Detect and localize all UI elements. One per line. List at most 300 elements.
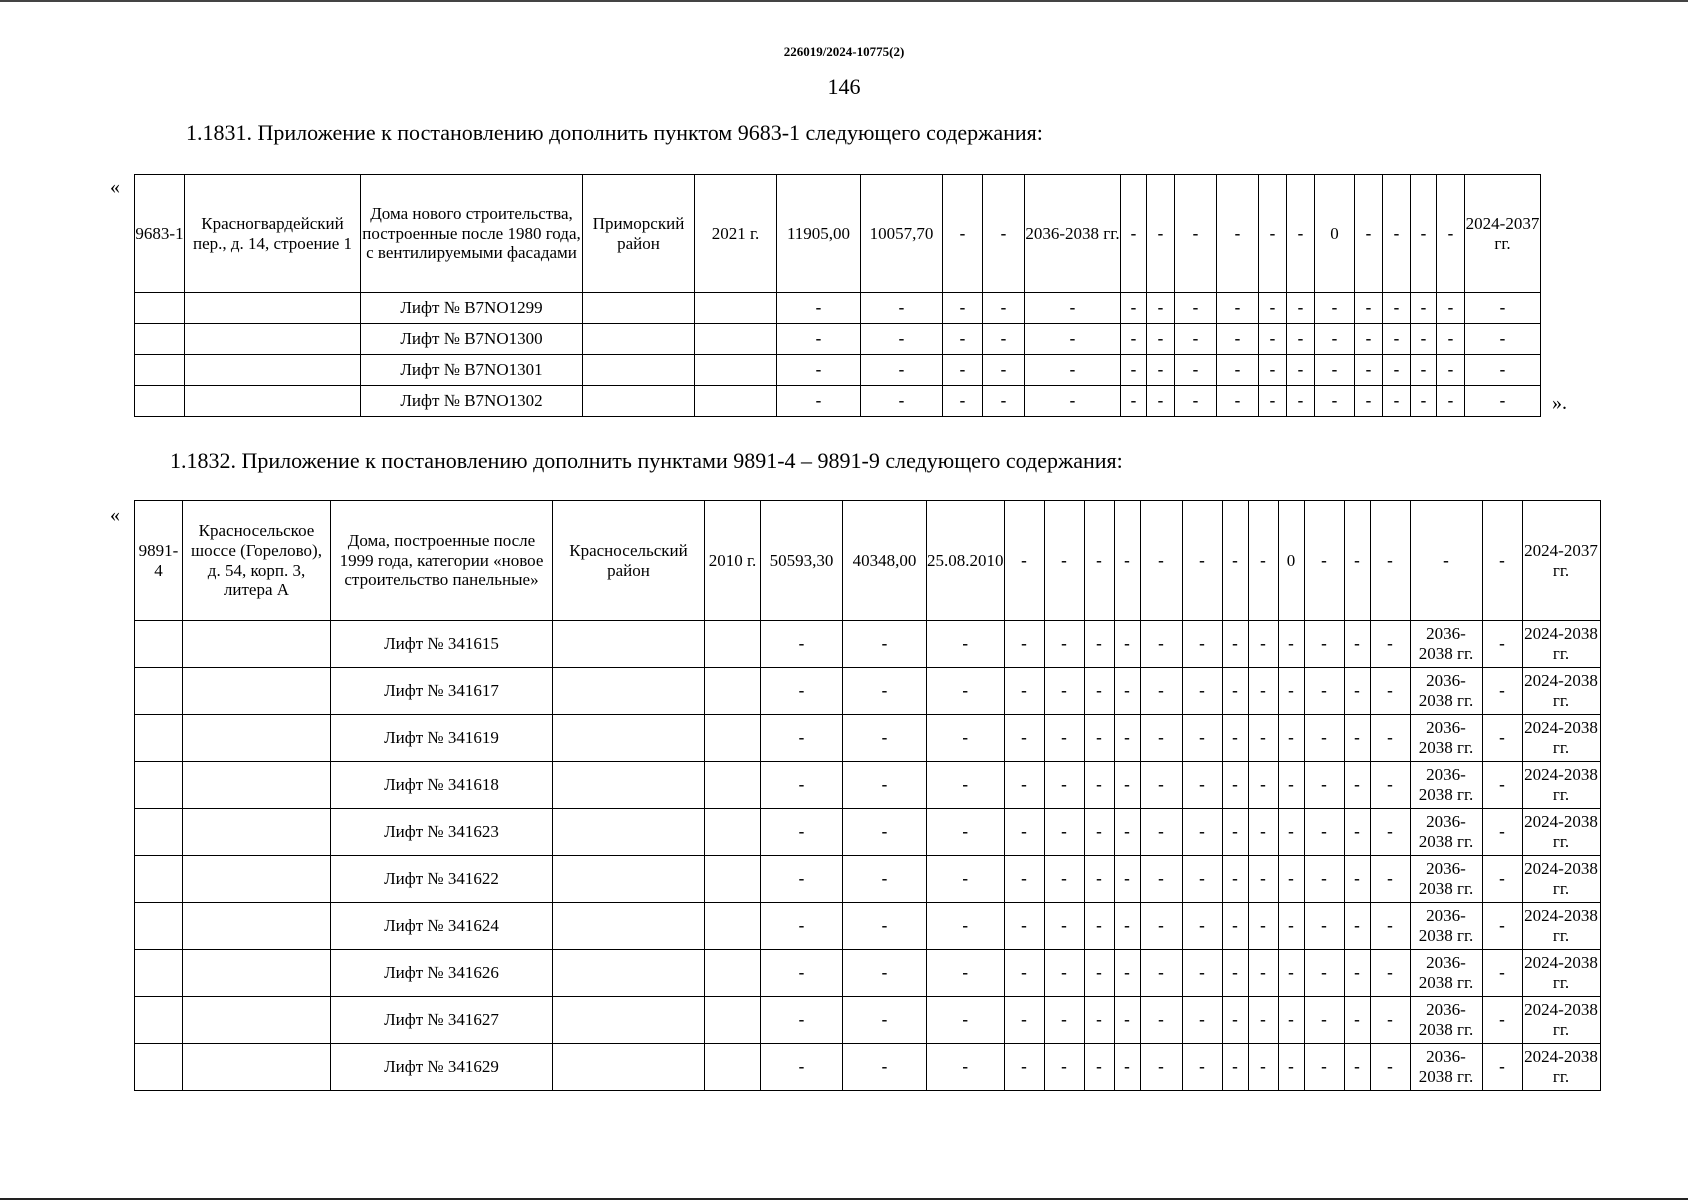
cell: -	[1304, 668, 1344, 715]
cell: -	[1084, 950, 1114, 997]
cell: -	[1370, 997, 1410, 1044]
empty-cell	[705, 715, 761, 762]
cell: -	[1147, 175, 1175, 293]
cell: -	[1182, 950, 1222, 997]
cell: -	[1217, 386, 1259, 417]
cell: -	[1304, 856, 1344, 903]
cell: -	[1465, 293, 1541, 324]
cell: -	[1147, 293, 1175, 324]
cell: -	[1140, 809, 1182, 856]
cell: -	[1370, 715, 1410, 762]
cell: -	[1287, 175, 1315, 293]
cell: -	[1437, 355, 1465, 386]
document-number: 226019/2024-10775(2)	[783, 44, 905, 59]
lift-row	[135, 324, 1541, 355]
cell: -	[927, 809, 1005, 856]
section1-open-quote: «	[110, 176, 120, 198]
cell: -	[1044, 762, 1084, 809]
build-year: 2021 г.	[695, 175, 777, 293]
cell: -	[1114, 903, 1140, 950]
cell: -	[1140, 1044, 1182, 1091]
cell: -	[1004, 903, 1044, 950]
cell: -	[1222, 1044, 1248, 1091]
cell: -	[943, 386, 983, 417]
living-area: 40348,00	[843, 501, 927, 621]
cell: -	[1437, 175, 1465, 293]
empty-cell	[135, 856, 183, 903]
cell: -	[1222, 668, 1248, 715]
cell: -	[1278, 950, 1304, 997]
cell: -	[1411, 324, 1437, 355]
empty-cell	[553, 950, 705, 997]
lift-row	[135, 715, 1601, 762]
cell: -	[1114, 621, 1140, 668]
cell: -	[1222, 856, 1248, 903]
cell: -	[1482, 621, 1522, 668]
cell: -	[1222, 762, 1248, 809]
empty-cell	[553, 762, 705, 809]
lift-name: Лифт № B7NO1302	[361, 386, 583, 417]
cell: -	[1482, 856, 1522, 903]
empty-cell	[705, 668, 761, 715]
address: Красносельское шоссе (Горелово), д. 54, корп. 3, литера А	[183, 501, 331, 621]
cell: -	[1259, 355, 1287, 386]
cell: -	[1304, 1044, 1344, 1091]
empty-cell	[705, 762, 761, 809]
term: 2024-2037 гг.	[1465, 175, 1541, 293]
cell: -	[1259, 324, 1287, 355]
cell: -	[1182, 668, 1222, 715]
cell: -	[1114, 762, 1140, 809]
cell: -	[1287, 324, 1315, 355]
empty-cell	[183, 668, 331, 715]
lift-name: Лифт № 341619	[331, 715, 553, 762]
cell: -	[1370, 621, 1410, 668]
cell: -	[1044, 997, 1084, 1044]
cell: -	[927, 903, 1005, 950]
cell: -	[1465, 355, 1541, 386]
cell: -	[1344, 668, 1370, 715]
cell: -	[1383, 293, 1411, 324]
empty-cell	[183, 1044, 331, 1091]
cell: -	[1355, 355, 1383, 386]
lift-term: 2024-2038 гг.	[1522, 997, 1600, 1044]
empty-cell	[185, 355, 361, 386]
cell: -	[1175, 355, 1217, 386]
cell: -	[761, 997, 843, 1044]
lift-period: 2036-2038 гг.	[1410, 715, 1482, 762]
section2-table	[134, 500, 1601, 1091]
cell: -	[1370, 950, 1410, 997]
cell: -	[843, 621, 927, 668]
cell: -	[1304, 715, 1344, 762]
empty-cell	[185, 324, 361, 355]
lift-row	[135, 293, 1541, 324]
empty-cell	[135, 293, 185, 324]
cell: -	[1411, 386, 1437, 417]
cell: -	[1355, 175, 1383, 293]
cell: -	[1084, 668, 1114, 715]
cell: -	[1147, 355, 1175, 386]
empty-cell	[135, 715, 183, 762]
lift-term: 2024-2038 гг.	[1522, 621, 1600, 668]
empty-cell	[135, 621, 183, 668]
lift-term: 2024-2038 гг.	[1522, 903, 1600, 950]
cell: -	[1114, 668, 1140, 715]
lift-term: 2024-2038 гг.	[1522, 668, 1600, 715]
district: Красносельский район	[553, 501, 705, 621]
lift-period: 2036-2038 гг.	[1410, 809, 1482, 856]
cell: -	[777, 324, 861, 355]
empty-cell	[183, 997, 331, 1044]
building-type: Дома, построенные после 1999 года, категории «новое строительство панельные»	[331, 501, 553, 621]
lift-period: 2036-2038 гг.	[1410, 621, 1482, 668]
empty-cell	[553, 668, 705, 715]
lift-name: Лифт № B7NO1300	[361, 324, 583, 355]
cell: -	[1084, 621, 1114, 668]
cell: -	[1182, 762, 1222, 809]
cell: -	[943, 355, 983, 386]
empty-cell	[705, 856, 761, 903]
cell: -	[1259, 175, 1287, 293]
build-year: 2010 г.	[705, 501, 761, 621]
section1-close-quote: ».	[1552, 392, 1567, 414]
section2-main-row: 9891-4 Красносельское шоссе (Горелово), д. 54, корп. 3, литера А Дома, построенные после 1999 года, категории «новое строительство панельные» Красносельский район 2010 г. 50593,30 40348,00 25.08.2010 - - - - - - - - 0 - - - - - 2024-2037 гг.	[135, 501, 1601, 621]
cell: -	[1370, 668, 1410, 715]
cell: -	[943, 293, 983, 324]
lift-row	[135, 950, 1601, 997]
empty-cell	[705, 903, 761, 950]
cell: -	[843, 1044, 927, 1091]
cell: -	[1114, 950, 1140, 997]
cell: -	[843, 715, 927, 762]
cell: -	[1482, 997, 1522, 1044]
lift-period: 2036-2038 гг.	[1410, 856, 1482, 903]
empty-cell	[705, 1044, 761, 1091]
cell: -	[1044, 903, 1084, 950]
cell: -	[843, 950, 927, 997]
cell: -	[1222, 809, 1248, 856]
cell: -	[1182, 621, 1222, 668]
cell: -	[1121, 355, 1147, 386]
empty-cell	[183, 903, 331, 950]
cell: -	[1114, 1044, 1140, 1091]
cell: -	[1175, 386, 1217, 417]
cell: -	[1370, 856, 1410, 903]
empty-cell	[135, 809, 183, 856]
empty-cell	[583, 324, 695, 355]
cell: -	[1121, 324, 1147, 355]
cell: -	[1222, 950, 1248, 997]
lift-row	[135, 668, 1601, 715]
cell: -	[1259, 293, 1287, 324]
cell: -	[1278, 621, 1304, 668]
cell: -	[843, 668, 927, 715]
page-number: 146	[827, 74, 861, 99]
cell: -	[1121, 386, 1147, 417]
cell: -	[1278, 809, 1304, 856]
empty-cell	[183, 621, 331, 668]
cell: -	[1140, 950, 1182, 997]
cell: -	[1248, 809, 1278, 856]
cell: -	[843, 903, 927, 950]
cell: -	[1315, 293, 1355, 324]
building-type: Дома нового строительства, построенные после 1980 года, с вентилируемыми фасадами	[361, 175, 583, 293]
item-number: 9891-4	[135, 501, 183, 621]
lift-name: Лифт № 341624	[331, 903, 553, 950]
lift-name: Лифт № 341618	[331, 762, 553, 809]
lift-period: 2036-2038 гг.	[1410, 903, 1482, 950]
cell: -	[1344, 1044, 1370, 1091]
empty-cell	[183, 856, 331, 903]
cell: -	[843, 856, 927, 903]
cell: -	[777, 293, 861, 324]
empty-cell	[135, 997, 183, 1044]
empty-cell	[135, 386, 185, 417]
lift-row	[135, 903, 1601, 950]
cell: -	[861, 355, 943, 386]
cell: -	[1344, 903, 1370, 950]
lift-name: Лифт № 341615	[331, 621, 553, 668]
cell: -	[1182, 715, 1222, 762]
lift-row	[135, 762, 1601, 809]
cell: -	[1315, 355, 1355, 386]
section1-table	[134, 174, 1541, 417]
empty-cell	[183, 715, 331, 762]
cell: -	[1383, 355, 1411, 386]
cell: -	[1370, 809, 1410, 856]
cell: -	[1383, 324, 1411, 355]
empty-cell	[553, 903, 705, 950]
lift-period: 2036-2038 гг.	[1410, 950, 1482, 997]
cell: -	[1217, 324, 1259, 355]
cell: -	[861, 324, 943, 355]
cell: -	[1482, 715, 1522, 762]
cell: -	[1248, 950, 1278, 997]
cell: -	[1084, 856, 1114, 903]
cell: -	[761, 621, 843, 668]
cell: -	[1084, 715, 1114, 762]
cell: -	[1248, 856, 1278, 903]
cell: -	[1004, 621, 1044, 668]
cell: -	[1278, 856, 1304, 903]
empty-cell	[705, 621, 761, 668]
cell: -	[1278, 715, 1304, 762]
empty-cell	[135, 950, 183, 997]
empty-cell	[695, 324, 777, 355]
lift-row	[135, 1044, 1601, 1091]
cell: -	[927, 1044, 1005, 1091]
lift-name: Лифт № B7NO1301	[361, 355, 583, 386]
section1-main-row	[135, 175, 1541, 293]
cell: -	[1248, 903, 1278, 950]
cell: -	[1344, 762, 1370, 809]
cell: -	[983, 355, 1025, 386]
cell: -	[843, 762, 927, 809]
lift-name: Лифт № 341623	[331, 809, 553, 856]
cell: -	[1025, 355, 1121, 386]
cell: -	[1304, 997, 1344, 1044]
cell: -	[1084, 1044, 1114, 1091]
cell: -	[1025, 293, 1121, 324]
cell: -	[1222, 997, 1248, 1044]
cell: -	[1383, 386, 1411, 417]
cell: -	[1304, 621, 1344, 668]
cell: -	[1259, 386, 1287, 417]
cell: -	[1344, 950, 1370, 997]
cell: -	[1084, 809, 1114, 856]
cell: -	[1004, 668, 1044, 715]
cell: -	[1315, 324, 1355, 355]
lift-row	[135, 386, 1541, 417]
lift-term: 2024-2038 гг.	[1522, 762, 1600, 809]
cell: -	[761, 903, 843, 950]
empty-cell	[583, 293, 695, 324]
cell: -	[1175, 324, 1217, 355]
cell: -	[1482, 762, 1522, 809]
cell: -	[761, 1044, 843, 1091]
empty-cell	[705, 997, 761, 1044]
cell: -	[1147, 386, 1175, 417]
cell: -	[1217, 175, 1259, 293]
empty-cell	[695, 386, 777, 417]
empty-cell	[135, 903, 183, 950]
cell: -	[1304, 903, 1344, 950]
total-area: 50593,30	[761, 501, 843, 621]
cell: -	[1044, 621, 1084, 668]
cell: -	[1114, 997, 1140, 1044]
cell: -	[1084, 762, 1114, 809]
lift-period: 2036-2038 гг.	[1410, 762, 1482, 809]
lift-name: Лифт № B7NO1299	[361, 293, 583, 324]
cell: -	[927, 668, 1005, 715]
empty-cell	[695, 293, 777, 324]
cell: -	[1278, 762, 1304, 809]
cell: -	[761, 762, 843, 809]
cell: -	[1004, 856, 1044, 903]
cell: -	[1248, 1044, 1278, 1091]
cell: -	[1482, 950, 1522, 997]
cell: -	[1248, 668, 1278, 715]
cell: -	[1344, 715, 1370, 762]
cell: -	[1004, 997, 1044, 1044]
empty-cell	[553, 621, 705, 668]
cell: -	[983, 293, 1025, 324]
living-area: 10057,70	[861, 175, 943, 293]
cell: -	[761, 809, 843, 856]
lift-name: Лифт № 341622	[331, 856, 553, 903]
cell: -	[1004, 809, 1044, 856]
cell: -	[761, 856, 843, 903]
empty-cell	[183, 809, 331, 856]
lift-name: Лифт № 341617	[331, 668, 553, 715]
lift-term: 2024-2038 гг.	[1522, 1044, 1600, 1091]
cell: -	[1025, 386, 1121, 417]
cell: -	[1355, 293, 1383, 324]
cell: -	[1344, 809, 1370, 856]
cell: -	[1465, 386, 1541, 417]
cell: -	[1482, 809, 1522, 856]
lift-row	[135, 997, 1601, 1044]
empty-cell	[553, 997, 705, 1044]
cell: -	[1411, 175, 1437, 293]
cell: -	[943, 175, 983, 293]
cell: -	[761, 950, 843, 997]
cell: -	[1147, 324, 1175, 355]
cell: -	[1222, 903, 1248, 950]
cell: -	[1287, 293, 1315, 324]
cell: -	[1025, 324, 1121, 355]
cell: -	[1465, 324, 1541, 355]
lift-period: 2036-2038 гг.	[1410, 997, 1482, 1044]
lift-row	[135, 809, 1601, 856]
cell: -	[777, 386, 861, 417]
cell: -	[1140, 668, 1182, 715]
cell: -	[1114, 715, 1140, 762]
cell: -	[1278, 668, 1304, 715]
address: Красногвардейский пер., д. 14, строение 1	[185, 175, 361, 293]
period: 2036-2038 гг.	[1025, 175, 1121, 293]
cell: -	[1217, 293, 1259, 324]
cell: -	[861, 293, 943, 324]
cell: -	[1344, 997, 1370, 1044]
cell: -	[927, 950, 1005, 997]
cell: -	[983, 324, 1025, 355]
cell: -	[1114, 809, 1140, 856]
cell: -	[1004, 1044, 1044, 1091]
cell: -	[1044, 950, 1084, 997]
cell: -	[1084, 997, 1114, 1044]
cell: -	[1182, 1044, 1222, 1091]
cell: -	[1304, 809, 1344, 856]
cell: -	[983, 175, 1025, 293]
section1-heading: 1.1831. Приложение к постановлению дополнить пунктом 9683-1 следующего содержания:	[186, 120, 1043, 145]
cell: -	[1315, 386, 1355, 417]
empty-cell	[183, 762, 331, 809]
cell: -	[927, 762, 1005, 809]
cell: -	[1370, 762, 1410, 809]
term: 2024-2037 гг.	[1522, 501, 1600, 621]
empty-cell	[583, 355, 695, 386]
cell: -	[1121, 293, 1147, 324]
cell: 0	[1315, 175, 1355, 293]
cell: -	[761, 668, 843, 715]
empty-cell	[583, 386, 695, 417]
lift-period: 2036-2038 гг.	[1410, 668, 1482, 715]
cell: -	[1437, 386, 1465, 417]
cell: -	[1121, 175, 1147, 293]
cell: -	[1355, 386, 1383, 417]
date: 25.08.2010	[927, 501, 1005, 621]
cell: -	[1084, 903, 1114, 950]
empty-cell	[553, 809, 705, 856]
cell: -	[1217, 355, 1259, 386]
cell: 0	[1278, 501, 1304, 621]
top-border-line	[0, 0, 1688, 2]
cell: -	[1182, 997, 1222, 1044]
cell: -	[1287, 355, 1315, 386]
cell: -	[1355, 324, 1383, 355]
cell: -	[1383, 175, 1411, 293]
empty-cell	[705, 950, 761, 997]
cell: -	[927, 621, 1005, 668]
cell: -	[927, 715, 1005, 762]
district: Приморский район	[583, 175, 695, 293]
cell: -	[1114, 856, 1140, 903]
section2-open-quote: «	[110, 504, 120, 526]
empty-cell	[183, 950, 331, 997]
cell: -	[1437, 324, 1465, 355]
